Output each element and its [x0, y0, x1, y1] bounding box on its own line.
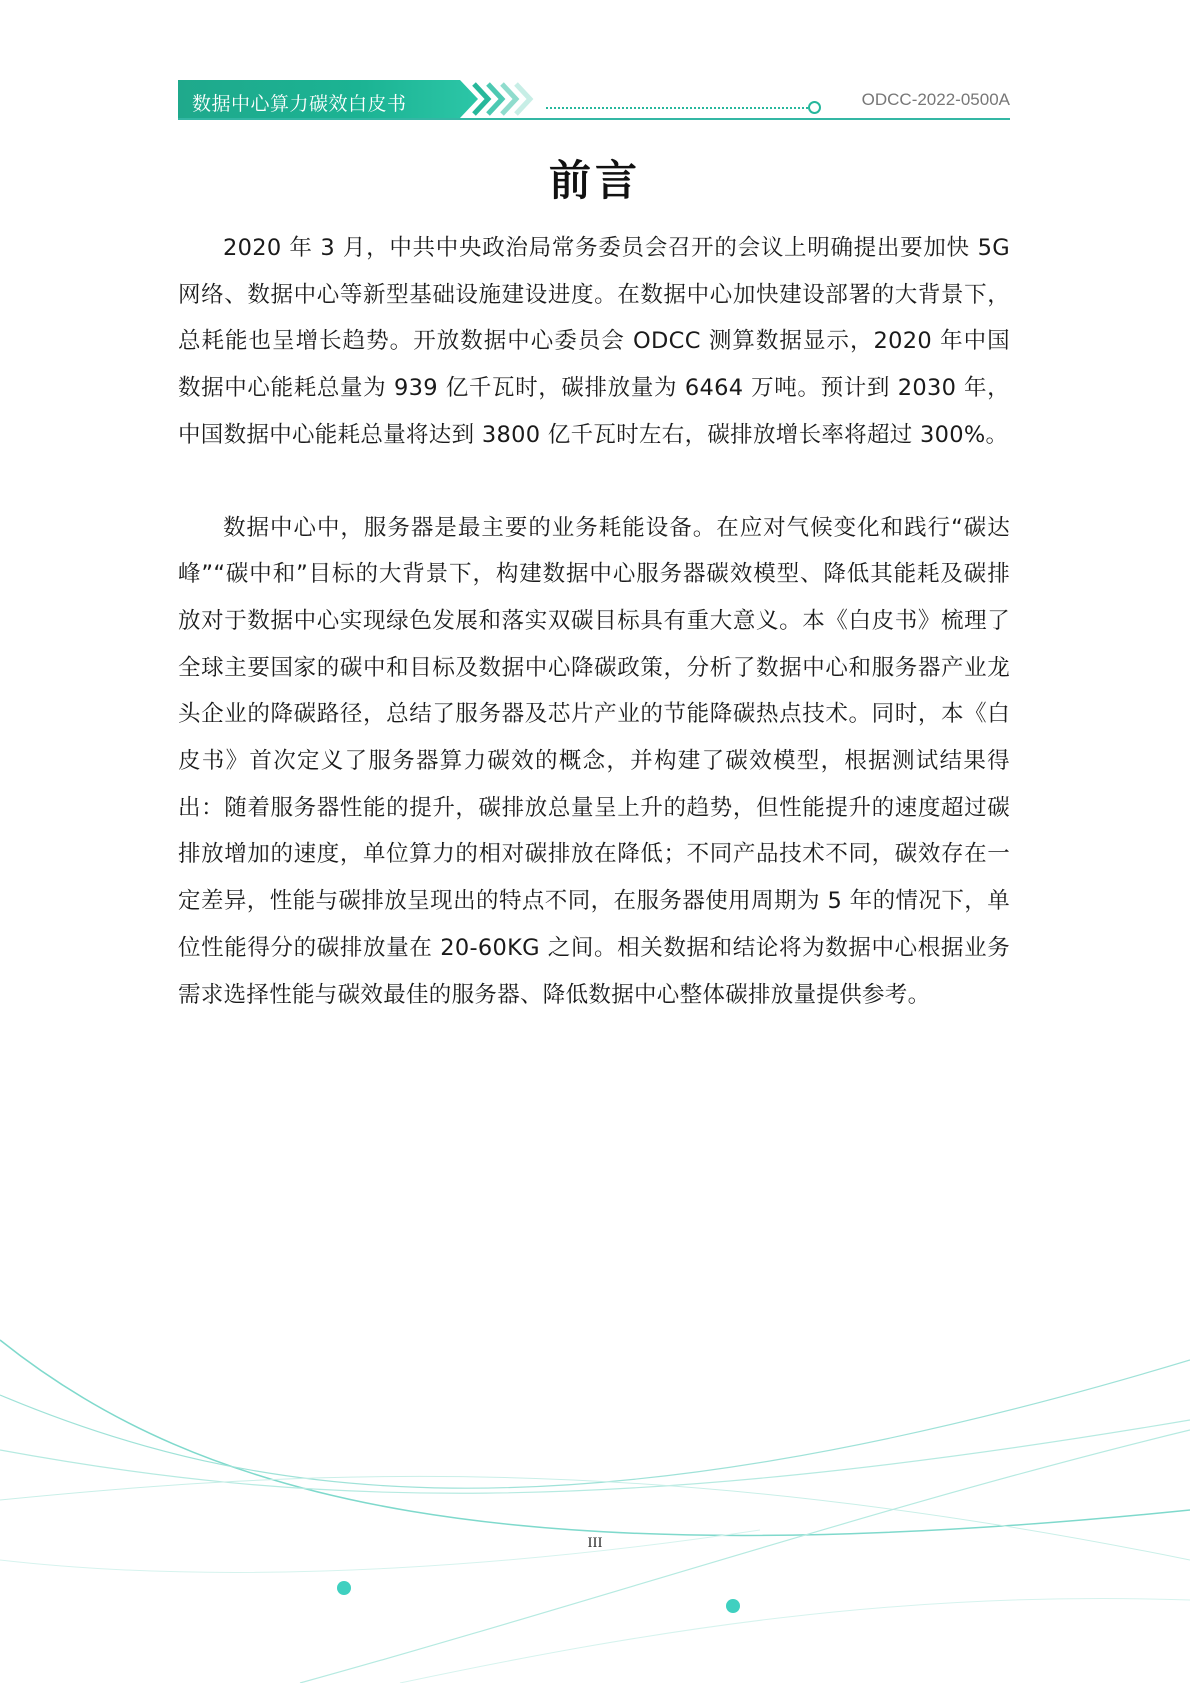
header-dotted-line [546, 107, 808, 109]
decorative-curves [0, 1300, 1190, 1683]
header-title: 数据中心算力碳效白皮书 [192, 93, 407, 115]
paragraph-2: 数据中心中，服务器是最主要的业务耗能设备。在应对气候变化和践行“碳达峰”“碳中和”目标的大背景下，构建数据中心服务器碳效模型、降低其能耗及碳排放对于数据中心实现绿色发展和落实双碳目标具有重大意义。本《白皮书》梳理了全球主要国家的碳中和目标及数据中心降碳政策，分析了数据中心和服务器产业龙头企业的降碳路径，总结了服务器及芯片产业的节能降碳热点技术。同时，本《白皮书》首次定义了服务器算力碳效的概念，并构建了碳效模型，根据测试结果得出：随着服务器性能的提升，碳排放总量呈上升的趋势，但性能提升的速度超过碳排放增加的速度，单位算力的相对碳排放在降低；不同产品技术不同，碳效存在一定差异，性能与碳排放呈现出的特点不同，在服务器使用周期为 5 年的情况下，单位性能得分的碳排放量在 20-60KG 之间。相关数据和结论将为数据中心根据业务需求选择性能与碳效最佳的服务器、降低数据中心整体碳排放量提供参考。 [178, 514, 1010, 1008]
header-dotted-line-end [808, 101, 821, 114]
page-title: 前言 [548, 156, 641, 205]
page-header [178, 80, 1010, 120]
document-code: ODCC-2022-0500A [861, 90, 1010, 109]
chevron-decoration-icon [470, 80, 550, 118]
preface-body [178, 225, 1010, 1018]
header-rule [178, 118, 1010, 120]
page-number: III [587, 1535, 603, 1551]
paragraph-1: 2020 年 3 月，中共中央政治局常务委员会召开的会议上明确提出要加快 5G 网络、数据中心等新型基础设施建设进度。在数据中心加快建设部署的大背景下，总耗能也呈增长趋势。开放数据中心委员会 ODCC 测算数据显示，2020 年中国数据中心能耗总量为 939 亿千瓦时，碳排放量为 6464 万吨。预计到 2030 年，中国数据中心能耗总量将达到 3800 亿千瓦时左右，碳排放增长率将超过 300%。 [178, 235, 1010, 448]
